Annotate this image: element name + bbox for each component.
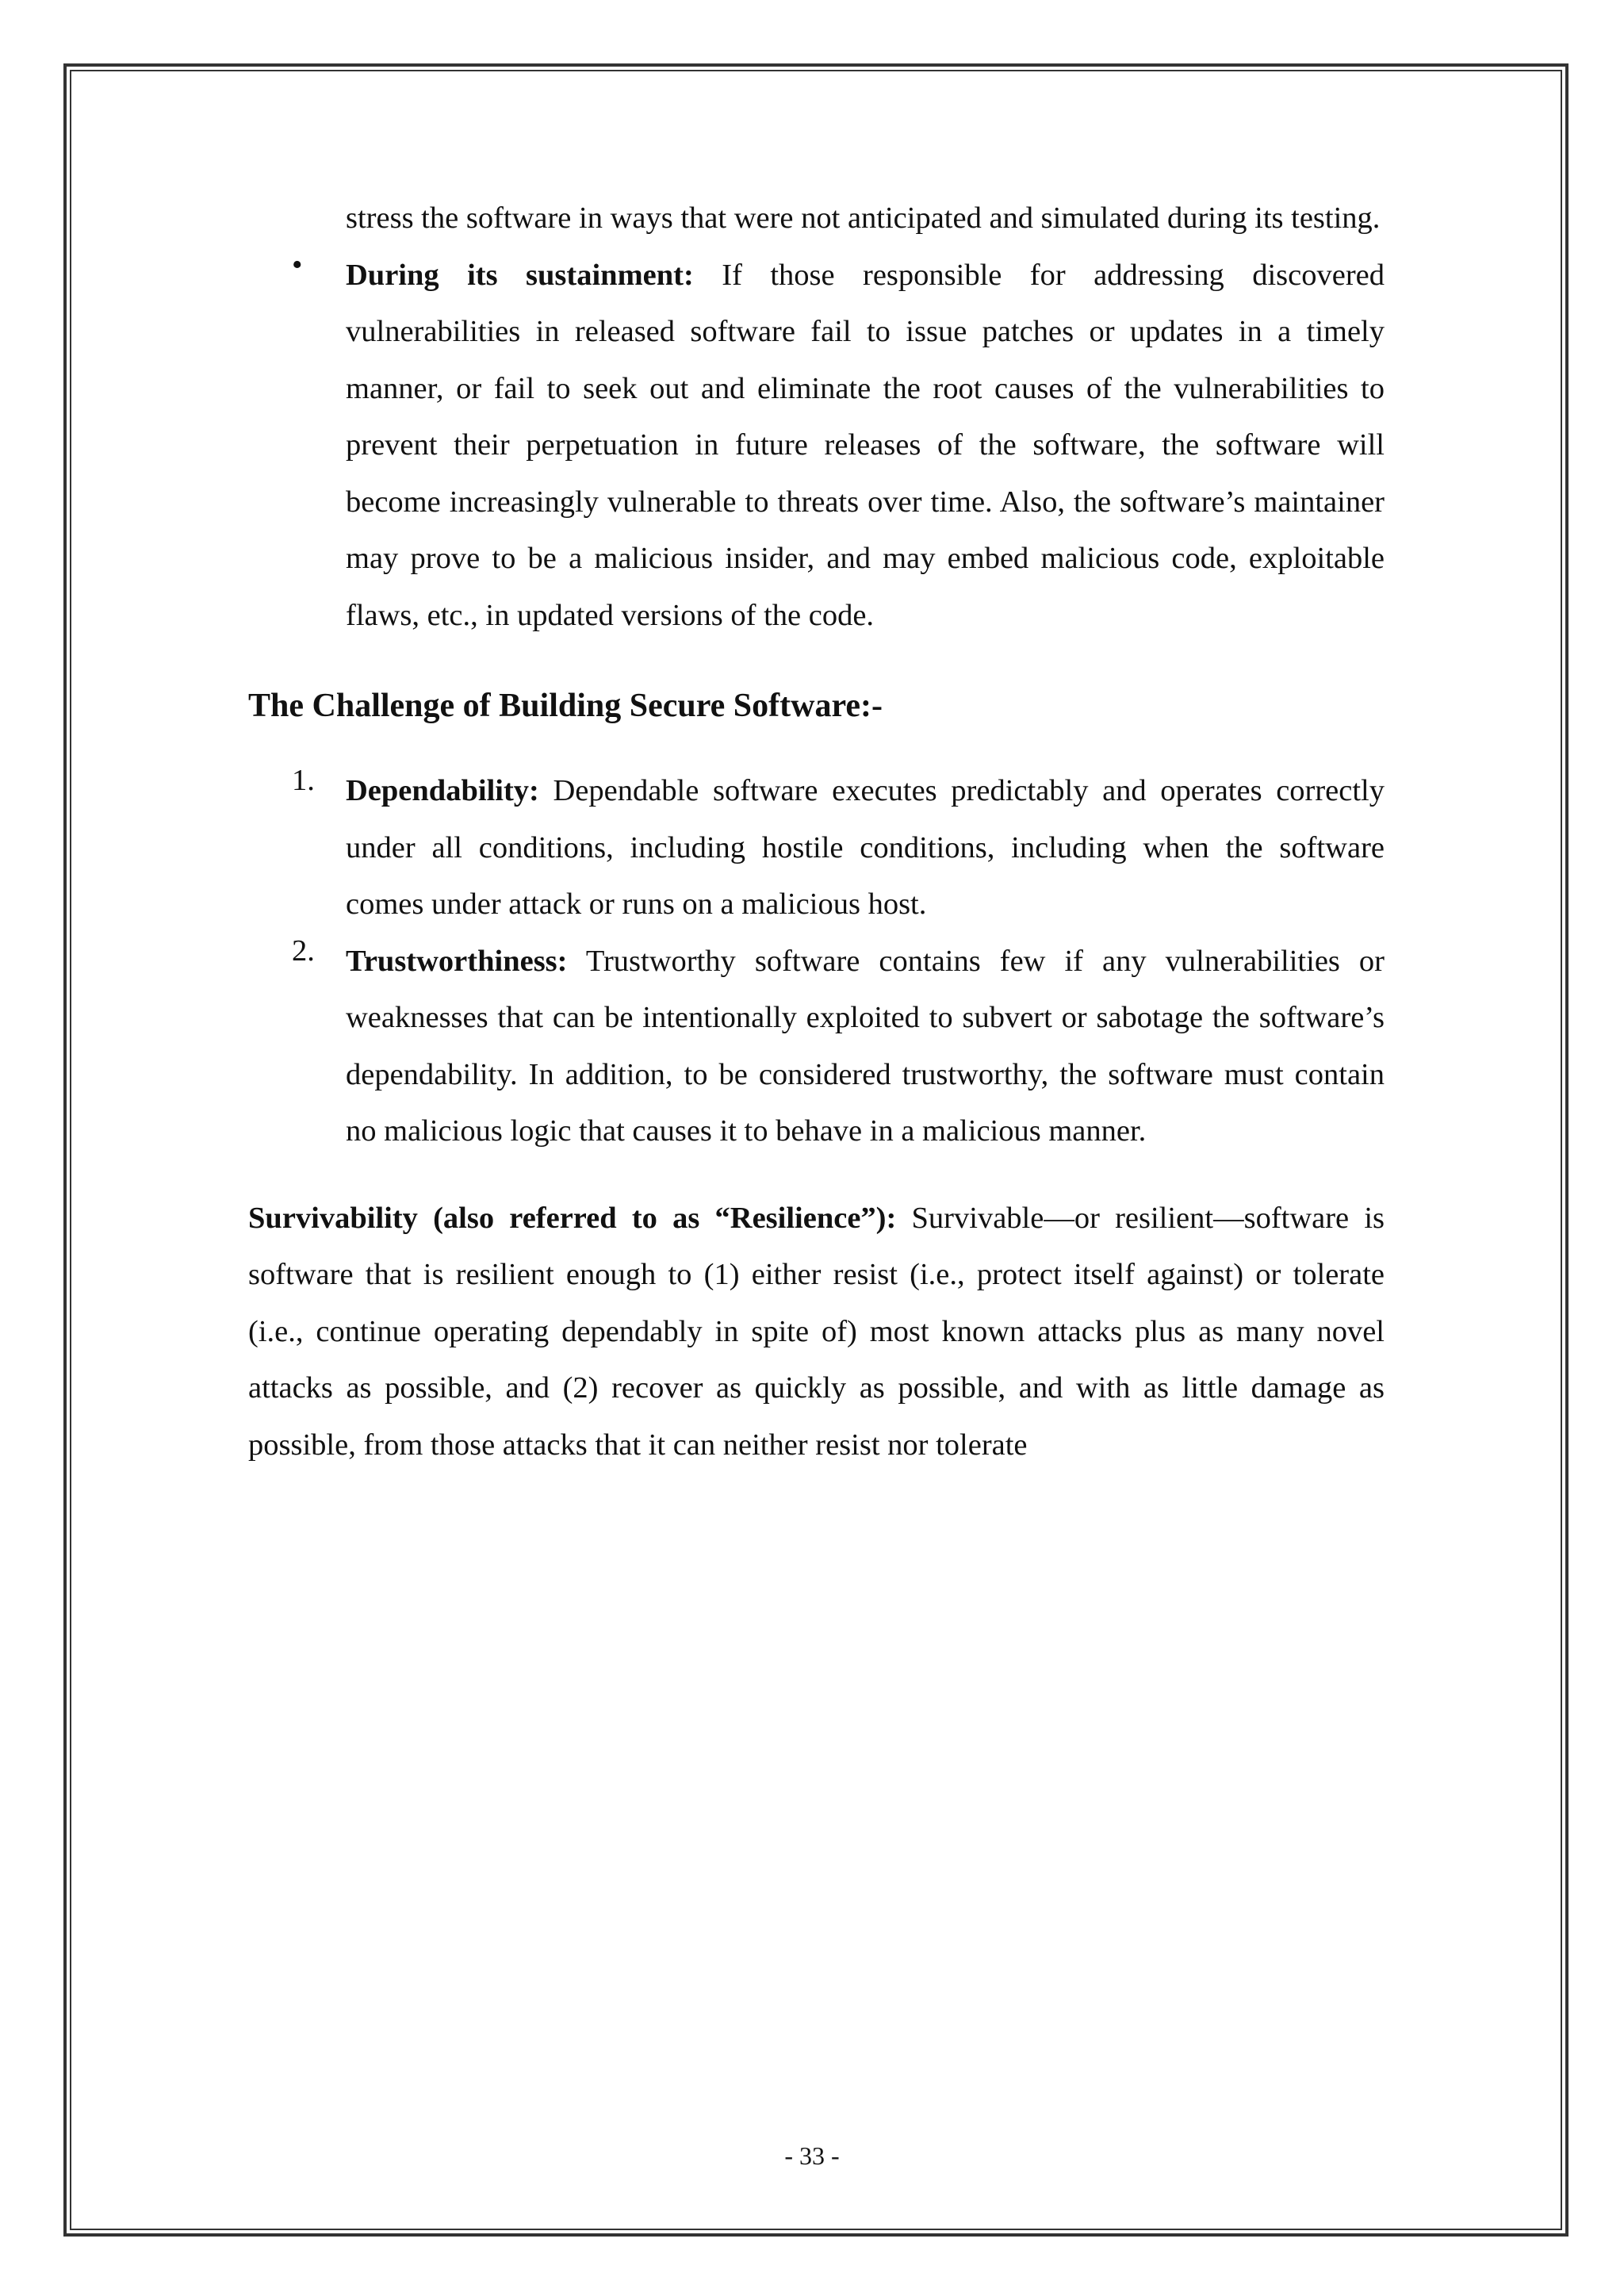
bullet-text: If those responsible for addressing discovered vulnerabilities in released software fail to issue patches or updates in a timely manner, or fail to seek out and eliminate the root causes of the vulnerabilities to prevent their perpetuation in future releases of the software, the software will become increasingly vulnerable to threats over time. Also, the software’s maintainer may prove to be a malicious insider, and may embed malicious code, exploitable flaws, etc., in updated versions of the code.	[346, 258, 1385, 632]
list-number: 2.	[292, 933, 315, 968]
continuation-paragraph: stress the software in ways that were not anticipated and simulated during its testing.	[346, 201, 1381, 235]
document-body	[248, 190, 1385, 1474]
list-text: Dependable software executes predictably and operates correctly under all conditions, including hostile conditions, including when the software comes under attack or runs on a malicious host.	[346, 774, 1385, 921]
list-label: Dependability:	[346, 774, 539, 807]
page-number: - 33 -	[784, 2141, 840, 2170]
bullet-item-sustainment	[292, 247, 1385, 645]
list-item-trustworthiness	[292, 933, 1385, 1160]
bullet-icon: •	[292, 247, 303, 282]
list-item-dependability	[292, 763, 1385, 933]
survivability-label: Survivability (also referred to as “Resilience”):	[248, 1201, 897, 1235]
section-heading: The Challenge of Building Secure Software:-	[248, 688, 883, 724]
list-label: Trustworthiness:	[346, 944, 568, 978]
survivability-text: Survivable—or resilient—software is software that is resilient enough to (1) either resist (i.e., protect itself against) or tolerate (i.e., continue operating dependably in spite of) most known attacks plus as many novel attacks as possible, and (2) recover as quickly as possible, and with as little damage as possible, from those attacks that it can neither resist nor tolerate	[248, 1201, 1385, 1462]
bullet-label: During its sustainment:	[346, 258, 694, 292]
list-paragraph	[346, 763, 1385, 933]
survivability-paragraph	[248, 1190, 1385, 1474]
bullet-paragraph	[346, 247, 1385, 645]
list-paragraph	[346, 933, 1385, 1160]
list-text: Trustworthy software contains few if any vulnerabilities or weaknesses that can be intentionally exploited to subvert or sabotage the software’s dependability. In addition, to be considered trustworthy, the software must contain no malicious logic that causes it to behave in a malicious manner.	[346, 944, 1385, 1148]
list-number: 1.	[292, 764, 315, 797]
